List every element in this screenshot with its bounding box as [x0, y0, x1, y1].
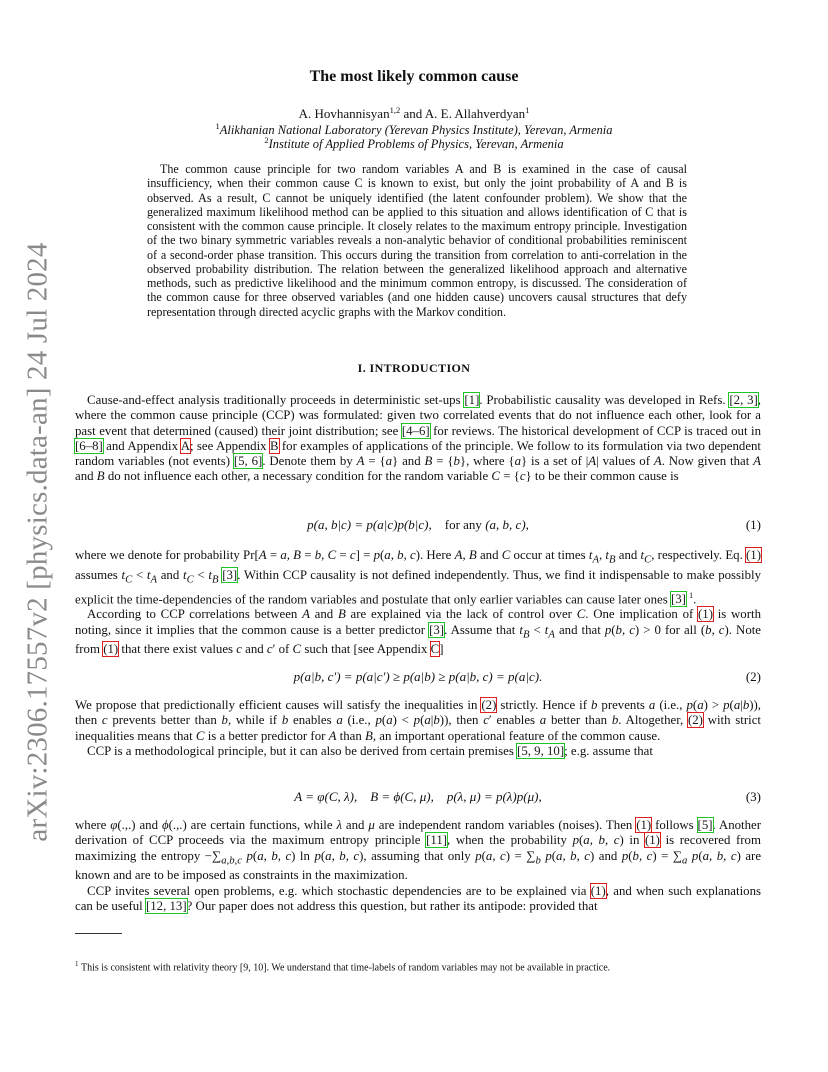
affiliation-2: $^2$Institute of Applied Problems of Physics, Yerevan, Armenia	[264, 135, 564, 151]
arxiv-identifier: arXiv:2306.17557v2 [physics.data-an] 24 Jul 2024	[21, 242, 54, 842]
intro-paragraph-2: where we denote for probability Pr[A = a, B = b, C = c] = p(a, b, c). Here A, B and C occur at times $t_A$, $t_B$ and $t_C$, respectively. Eq. (1) assumes $t_C < t_A$ and $t_C < t_B$ [3]. Within CCP causality is not defined independently. Thus, we find it indispensable to make possibly explicit the time-dependencies of the random variables and postulate that only earlier variables can cause later ones [3] $^1$. According to CCP correlations between A and B are explained via the lack of control over C. One implication of (1) is worth noting, since it implies that the common cause is a better predictor [3]. Assume that $t_B < t_A$ and that p(b, c) > 0 for all (b, c). Note from (1) that there exist values c and c′ of C such that [see Appendix C]	[75, 548, 762, 657]
equation-1: p(a, b|c) = p(a|c)p(b|c), for any (a, b, c), (1)	[307, 517, 761, 532]
equation-2: p(a|b, c′) = p(a|c′) ≥ p(a|b) ≥ p(a|b, c) = p(a|c). (2)	[293, 669, 761, 684]
footnote-rule	[75, 933, 122, 934]
paper-title: The most likely common cause	[309, 68, 519, 85]
intro-paragraph-4: where φ(.,.) and ϕ(.,.) are certain functions, while λ and μ are independent random variables (noises). Then (1) follows [5]. Another derivation of CCP proceeds via the maximum entropy principle [11], when the probability p(a, b, c) in (1) is recovered from maximizing the entropy $-\sum_{a,b,c}$ p(a, b, c) ln p(a, b, c), assuming that only p(a, $c) = \sum_b$ p(a, b, c) and p(b, $c) = \sum_a$ p(a, b, c) are known and are to be imposed as constraints in the maximization. CCP invites several open problems, e.g. which stochastic dependencies are to be explained via (1), and when such explanations can be useful [12, 13]? Our paper does not address this question, but rather its antipode: provided that	[75, 818, 762, 914]
equation-3-number: (3)	[745, 789, 761, 804]
section-heading: I. INTRODUCTION	[357, 361, 471, 375]
affiliation-1-text: Alikhanian National Laboratory (Yerevan Physics Institute), Yerevan, Armenia	[219, 123, 613, 137]
arxiv-sidebar-stamp	[10, 242, 66, 842]
footnote-mark: 1	[75, 960, 79, 968]
intro-paragraph-3: We propose that predictionally efficient causes will satisfy the inequalities in (2) strictly. Hence if b prevents a (i.e., p(a) > p(a|b)), then c prevents better than b, while if b enables a (i.e., p(a) < p(a|b)), then c′ enables a better than b. Altogether, (2) with strict inequalities means that C is a better predictor for A than B, an important operational feature of the common cause. CCP is a methodological principle, but it can also be derived from certain premises [5, 9, 10]; e.g. assume that	[75, 698, 761, 758]
abstract: The common cause principle for two random variables A and B is examined in the case of causal insufficiency, when their common cause C is known to exist, but only the joint probability of A and B is observed. As a result, C cannot be uniquely identified (the latent confounder problem). We show that the generalized maximum likelihood method can be applied to this situation and allows identification of C that is consistent with the common cause principle. It closely relates to the maximum entropy principle. Investigation of the two binary symmetric variables reveals a non-analytic behavior of conditional probabilities reminiscent of a second-order phase transition. This occurs during the transition from correlation to anti-correlation in the observed probability distribution. The relation between the generalized likelihood approach and alternative methods, such as predictive likelihood and the minimum common entropy, is discussed. The consideration of the common cause for three observed variables (and one hidden cause) uncovers causal structures that defy representation through directed acyclic graphs with the Markov condition.	[147, 162, 687, 319]
equation-2-number: (2)	[745, 669, 761, 684]
footnote	[75, 960, 610, 973]
affiliation-1: $^1$Alikhanian National Laboratory (Yerevan Physics Institute), Yerevan, Armenia	[215, 121, 613, 137]
intro-paragraph-1: Cause-and-effect analysis traditionally proceeds in deterministic set-ups [1]. Probabilistic causality was developed in Refs. [2, 3], where the common cause principle (CCP) was formulated: given two correlated events that do not influence each other, look for a past event that determined (caused) their joint distribution; see [4–6] for reviews. The historical development of CCP is traced out in [6–8] and Appendix A; see Appendix B for examples of applications of the principle. We follow to its formulation via two dependent random variables (not events) [5, 6]. Denote them by A = {a} and B = {b}, where {a} is a set of |A| values of A. Now given that A and B do not influence each other, a necessary condition for the random variable C = {c} to be their common cause is	[75, 393, 762, 484]
affiliation-2-text: Institute of Applied Problems of Physics, Yerevan, Armenia	[268, 137, 564, 151]
equation-1-number: (1)	[745, 517, 761, 532]
authors: A. Hovhannisyan$^{1,2}$ and A. E. Allahverdyan$^1$	[298, 105, 530, 121]
equation-3: A = φ(C, λ), B = ϕ(C, μ), p(λ, μ) = p(λ)p(μ), (3)	[294, 789, 761, 804]
footnote-text: This is consistent with relativity theory [9, 10]. We understand that time-labels of random variables may not be available in practice.	[81, 962, 611, 974]
